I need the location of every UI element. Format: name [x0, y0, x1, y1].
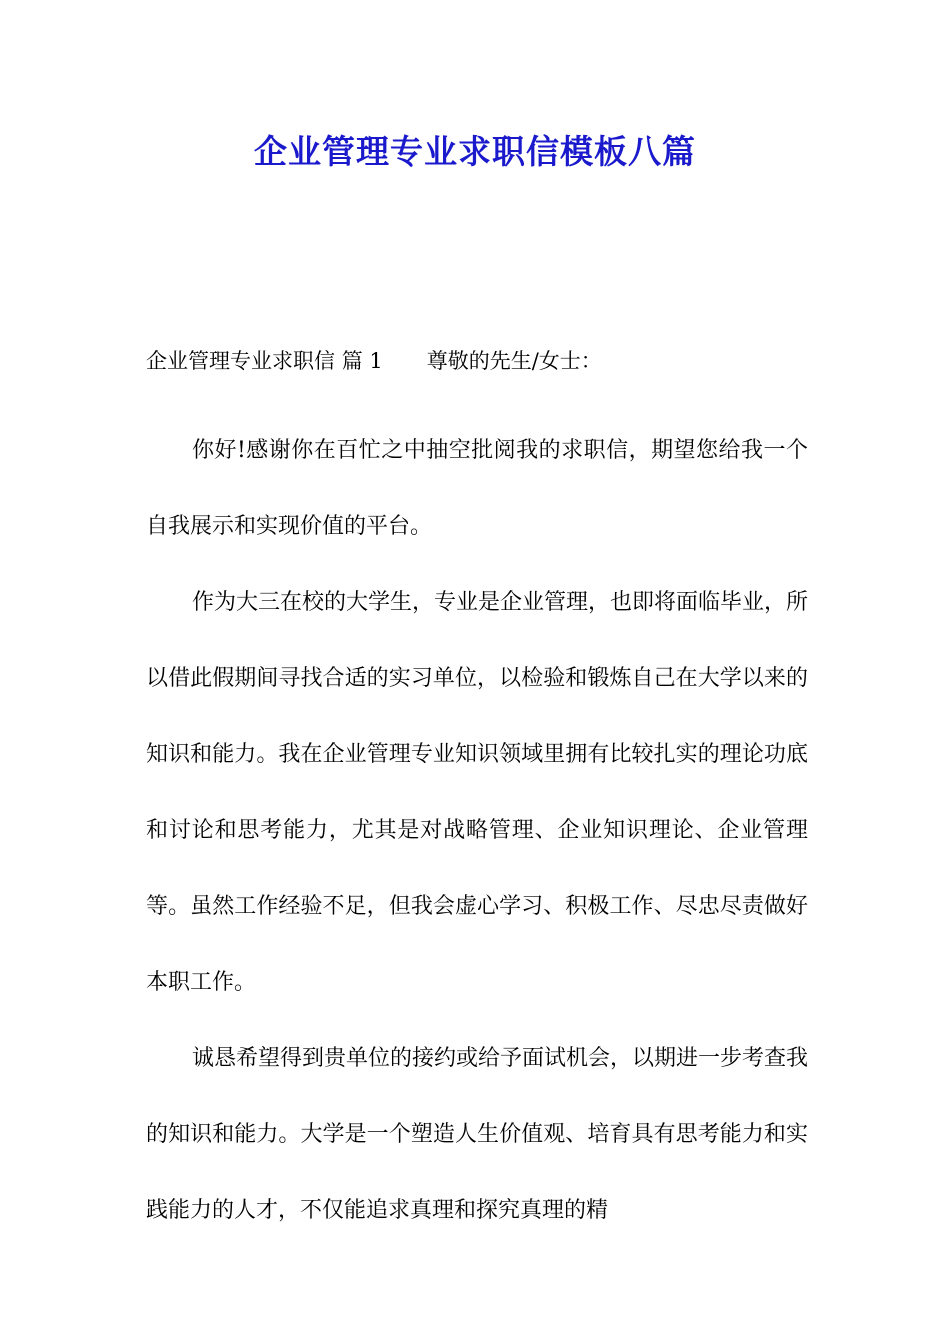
salutation: 尊敬的先生/女士：: [426, 349, 602, 373]
section-title: 企业管理专业求职信: [146, 349, 335, 373]
document-title: 企业管理专业求职信模板八篇: [254, 132, 696, 171]
section-number: 篇 1: [341, 349, 383, 373]
document-body: [146, 337, 808, 1249]
paragraph-introduction: 作为大三在校的大学生，专业是企业管理，也即将面临毕业，所以借此假期间寻找合适的实习单位，以检验和锻炼自己在大学以来的知识和能力。我在企业管理专业知识领域里拥有比较扎实的理论功底和讨论和思考能力，尤其是对战略管理、企业知识理论、企业管理等。虽然工作经验不足，但我会虚心学习、积极工作、尽忠尽责做好本职工作。: [146, 590, 809, 995]
section-heading: [146, 337, 808, 385]
paragraph-greeting: 你好!感谢你在百忙之中抽空批阅我的求职信，期望您给我一个自我展示和实现价值的平台。: [146, 438, 808, 539]
paragraph-request: 诚恳希望得到贵单位的接约或给予面试机会，以期进一步考查我的知识和能力。大学是一个塑造人生价值观、培育具有思考能力和实践能力的人才，不仅能追求真理和探究真理的精: [146, 1046, 809, 1223]
